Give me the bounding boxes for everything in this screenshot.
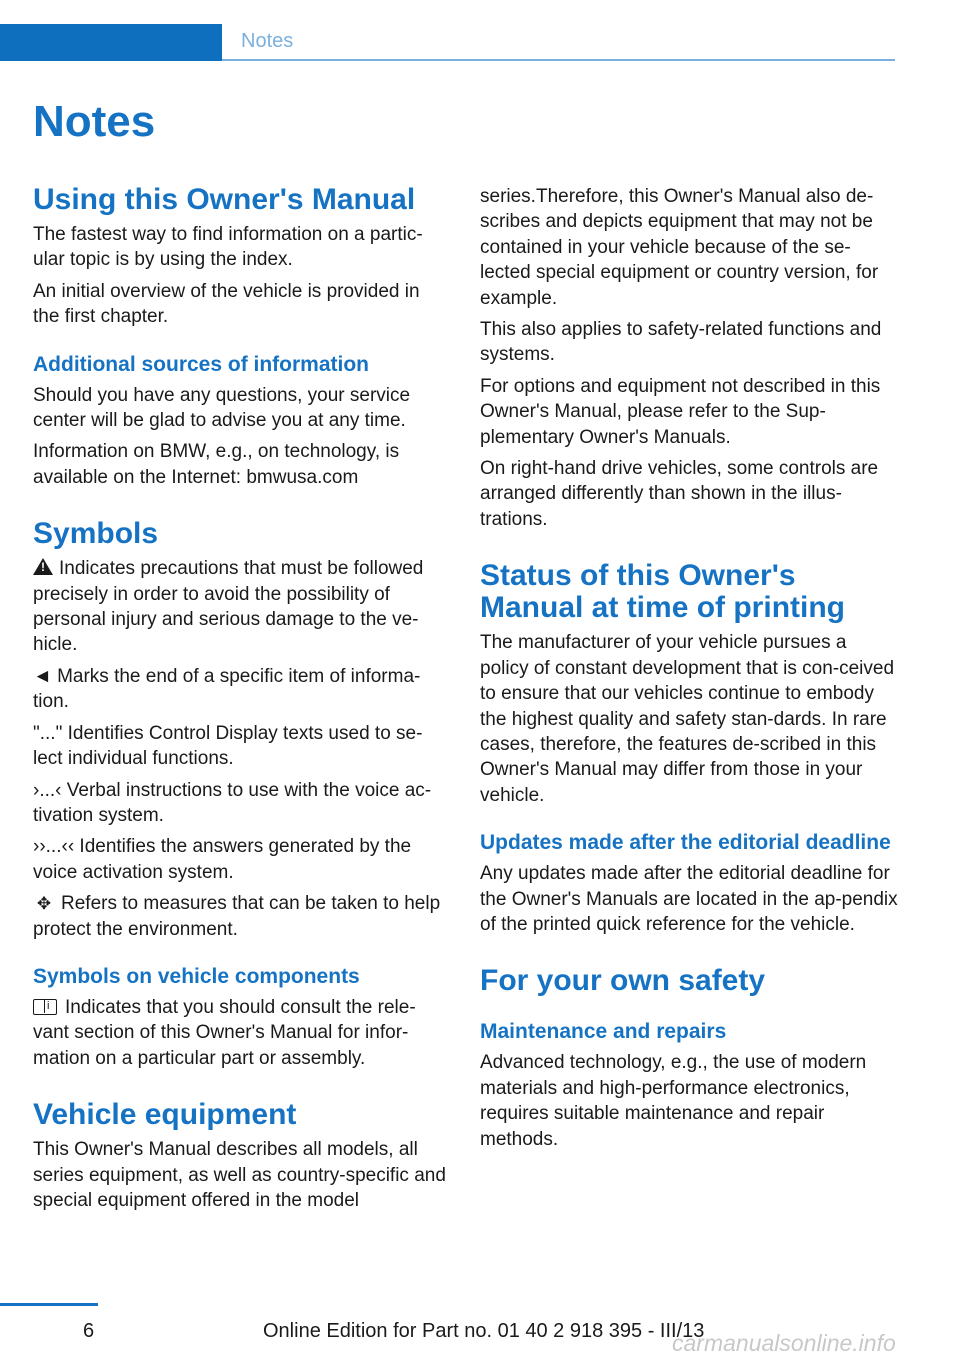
paragraph: An initial overview of the vehicle is provided in the first chapter.: [33, 280, 420, 328]
environment-icon: ✥: [36, 894, 52, 914]
heading-updates: Updates made after the editorial deadline: [480, 831, 891, 855]
symbol-item-end-mark: ◄ Marks the end of a specific item of informa-tion.: [33, 665, 421, 713]
paragraph: The fastest way to find information on a partic-ular topic is by using the index.: [33, 224, 423, 271]
heading-status: Status of this Owner's Manual at time of printing: [480, 559, 845, 625]
page-title: Notes: [33, 97, 156, 146]
paragraph: Any updates made after the editorial deadline for the Owner's Manuals are located in the ap-pendix of the printed quick reference for the vehicle.: [480, 863, 898, 935]
page-number: 6: [83, 1320, 95, 1342]
paragraph: Advanced technology, e.g., the use of modern materials and high-performance electronics, requires suitable maintenance and repair methods.: [480, 1052, 867, 1150]
symbol-item-environment: ✥ Refers to measures that can be taken to help protect the environment.: [33, 893, 441, 940]
left-column: [33, 184, 451, 1213]
symbol-item-manual: iIndicates that you should consult the rele-vant section of this Owner's Manual for infor-mation on a particular part or assembly.: [33, 995, 451, 1071]
heading-additional-sources: Additional sources of information: [33, 352, 370, 376]
edition-text: Online Edition for Part no. 01 40 2 918 395 - III/13: [263, 1320, 705, 1342]
paragraph: series.Therefore, this Owner's Manual also de-scribes and depicts equipment that may not be contained in your vehicle because of the se-lected special equipment or country version, for example.: [480, 186, 879, 309]
manual-book-icon: [33, 999, 57, 1015]
header-rule: [222, 59, 895, 61]
paragraph: On right-hand drive vehicles, some controls are arranged differently than shown in the illus-trations.: [480, 458, 879, 530]
symbol-item-display-text: "..." Identifies Control Display texts used to se-lect individual functions.: [33, 722, 423, 770]
heading-using-manual: Using this Owner's Manual: [33, 183, 416, 216]
paragraph: This Owner's Manual describes all models, all series equipment, as well as country-specific and special equipment offered in the model: [33, 1139, 446, 1211]
symbol-item-answers: ››...‹‹ Identifies the answers generated by the voice activation system.: [33, 836, 412, 883]
warning-triangle-icon: [33, 558, 53, 575]
footer-rule: [0, 1303, 98, 1306]
heading-maintenance: Maintenance and repairs: [480, 1020, 727, 1044]
paragraph: For options and equipment not described in this Owner's Manual, please refer to the Sup-plementary Owner's Manuals.: [480, 375, 881, 448]
paragraph: The manufacturer of your vehicle pursues a policy of constant development that is con-ceived to ensure that our vehicles continue to embody the highest quality and safety stan-dards. In rare cases, therefore, the features de-scribed in this Owner's Manual may differ from those in your vehicle.: [480, 632, 895, 806]
header-section-title: Notes: [241, 30, 294, 52]
symbol-item-verbal: ›...‹ Verbal instructions to use with the voice ac-tivation system.: [33, 779, 432, 826]
heading-symbols: Symbols: [33, 517, 159, 551]
paragraph: Information on BMW, e.g., on technology, is available on the Internet: bmwusa.com: [33, 441, 400, 488]
right-column: [480, 184, 898, 1152]
paragraph: Should you have any questions, your service center will be glad to advise you at any time.: [33, 384, 411, 432]
heading-vehicle-equipment: Vehicle equipment: [33, 1098, 297, 1132]
watermark: carmanualsonline.info: [672, 1330, 896, 1356]
heading-own-safety: For your own safety: [480, 964, 766, 998]
header-bar: [0, 24, 222, 61]
paragraph: This also applies to safety-related functions and systems.: [480, 319, 882, 366]
heading-symbols-components: Symbols on vehicle components: [33, 964, 360, 988]
symbol-item-warning: !Indicates precautions that must be followed precisely in order to avoid the possibility of personal injury and serious damage to the ve-hicle.: [33, 556, 451, 658]
